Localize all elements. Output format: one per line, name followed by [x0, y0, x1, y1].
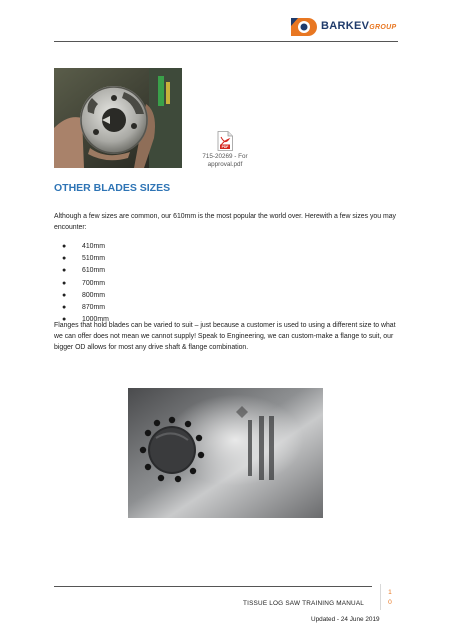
list-item — [62, 241, 109, 253]
flanges-paragraph: Flanges that hold blades can be varied to suit – just because a customer is used to using a different size to what we can offer does not mean we cannot supply! Speak to Engineering, we can custom-make a flange to suit, our bigger OD allows for most any drive shaft & flange combination. — [54, 322, 396, 351]
page-number-digit-2: 0 — [388, 599, 392, 606]
bullet-icon: ● — [62, 316, 67, 324]
list-item-label: 510mm — [82, 255, 105, 263]
barkev-logo-mark-icon — [288, 14, 318, 40]
bullet-icon: ● — [62, 291, 67, 299]
list-item — [62, 265, 109, 277]
blade-photo-image — [128, 388, 323, 518]
list-item — [62, 302, 109, 314]
pdf-file-icon[interactable] — [217, 131, 233, 151]
brand-suffix: GROUP — [369, 24, 397, 31]
pdf-caption-line-2: approval.pdf — [207, 161, 243, 168]
footer-divider — [54, 586, 372, 587]
list-item-label: 410mm — [82, 243, 105, 250]
pdf-attachment-caption[interactable] — [196, 153, 254, 169]
header-divider — [54, 41, 398, 42]
bullet-icon: ● — [62, 303, 67, 311]
bullet-icon: ● — [62, 243, 67, 250]
page-number-digit-1: 1 — [388, 589, 392, 596]
page-number-box — [380, 584, 399, 610]
blade-photo — [128, 388, 323, 518]
pdf-caption-line-1: 715-20269 - For — [202, 153, 248, 160]
flange-photo-image — [54, 68, 182, 168]
list-item — [62, 290, 109, 302]
brand-name: BARKEVGROUP — [321, 20, 397, 32]
list-item-label: 1000mm — [82, 316, 109, 324]
list-item-label: 700mm — [82, 279, 105, 287]
list-item — [62, 253, 109, 265]
bullet-icon: ● — [62, 255, 67, 263]
flange-photo — [54, 68, 182, 168]
blade-sizes-list — [62, 241, 109, 326]
footer-manual-title: TISSUE LOG SAW TRAINING MANUAL — [243, 600, 365, 607]
section-heading: OTHER BLADES SIZES — [54, 182, 171, 194]
list-item-label: 800mm — [82, 291, 105, 299]
bullet-icon: ● — [62, 267, 67, 275]
list-item — [62, 278, 109, 290]
list-item-label: 870mm — [82, 303, 105, 311]
intro-paragraph: Although a few sizes are common, our 610mm is the most popular the world over. Herewith a few sizes you may encounter: — [54, 213, 397, 231]
list-item-label: 610mm — [82, 267, 105, 275]
barkev-logo — [288, 14, 398, 40]
bullet-icon: ● — [62, 279, 67, 287]
svg-text:PDF: PDF — [221, 145, 229, 149]
footer-updated-date: Updated - 24 June 2019 — [311, 616, 380, 623]
